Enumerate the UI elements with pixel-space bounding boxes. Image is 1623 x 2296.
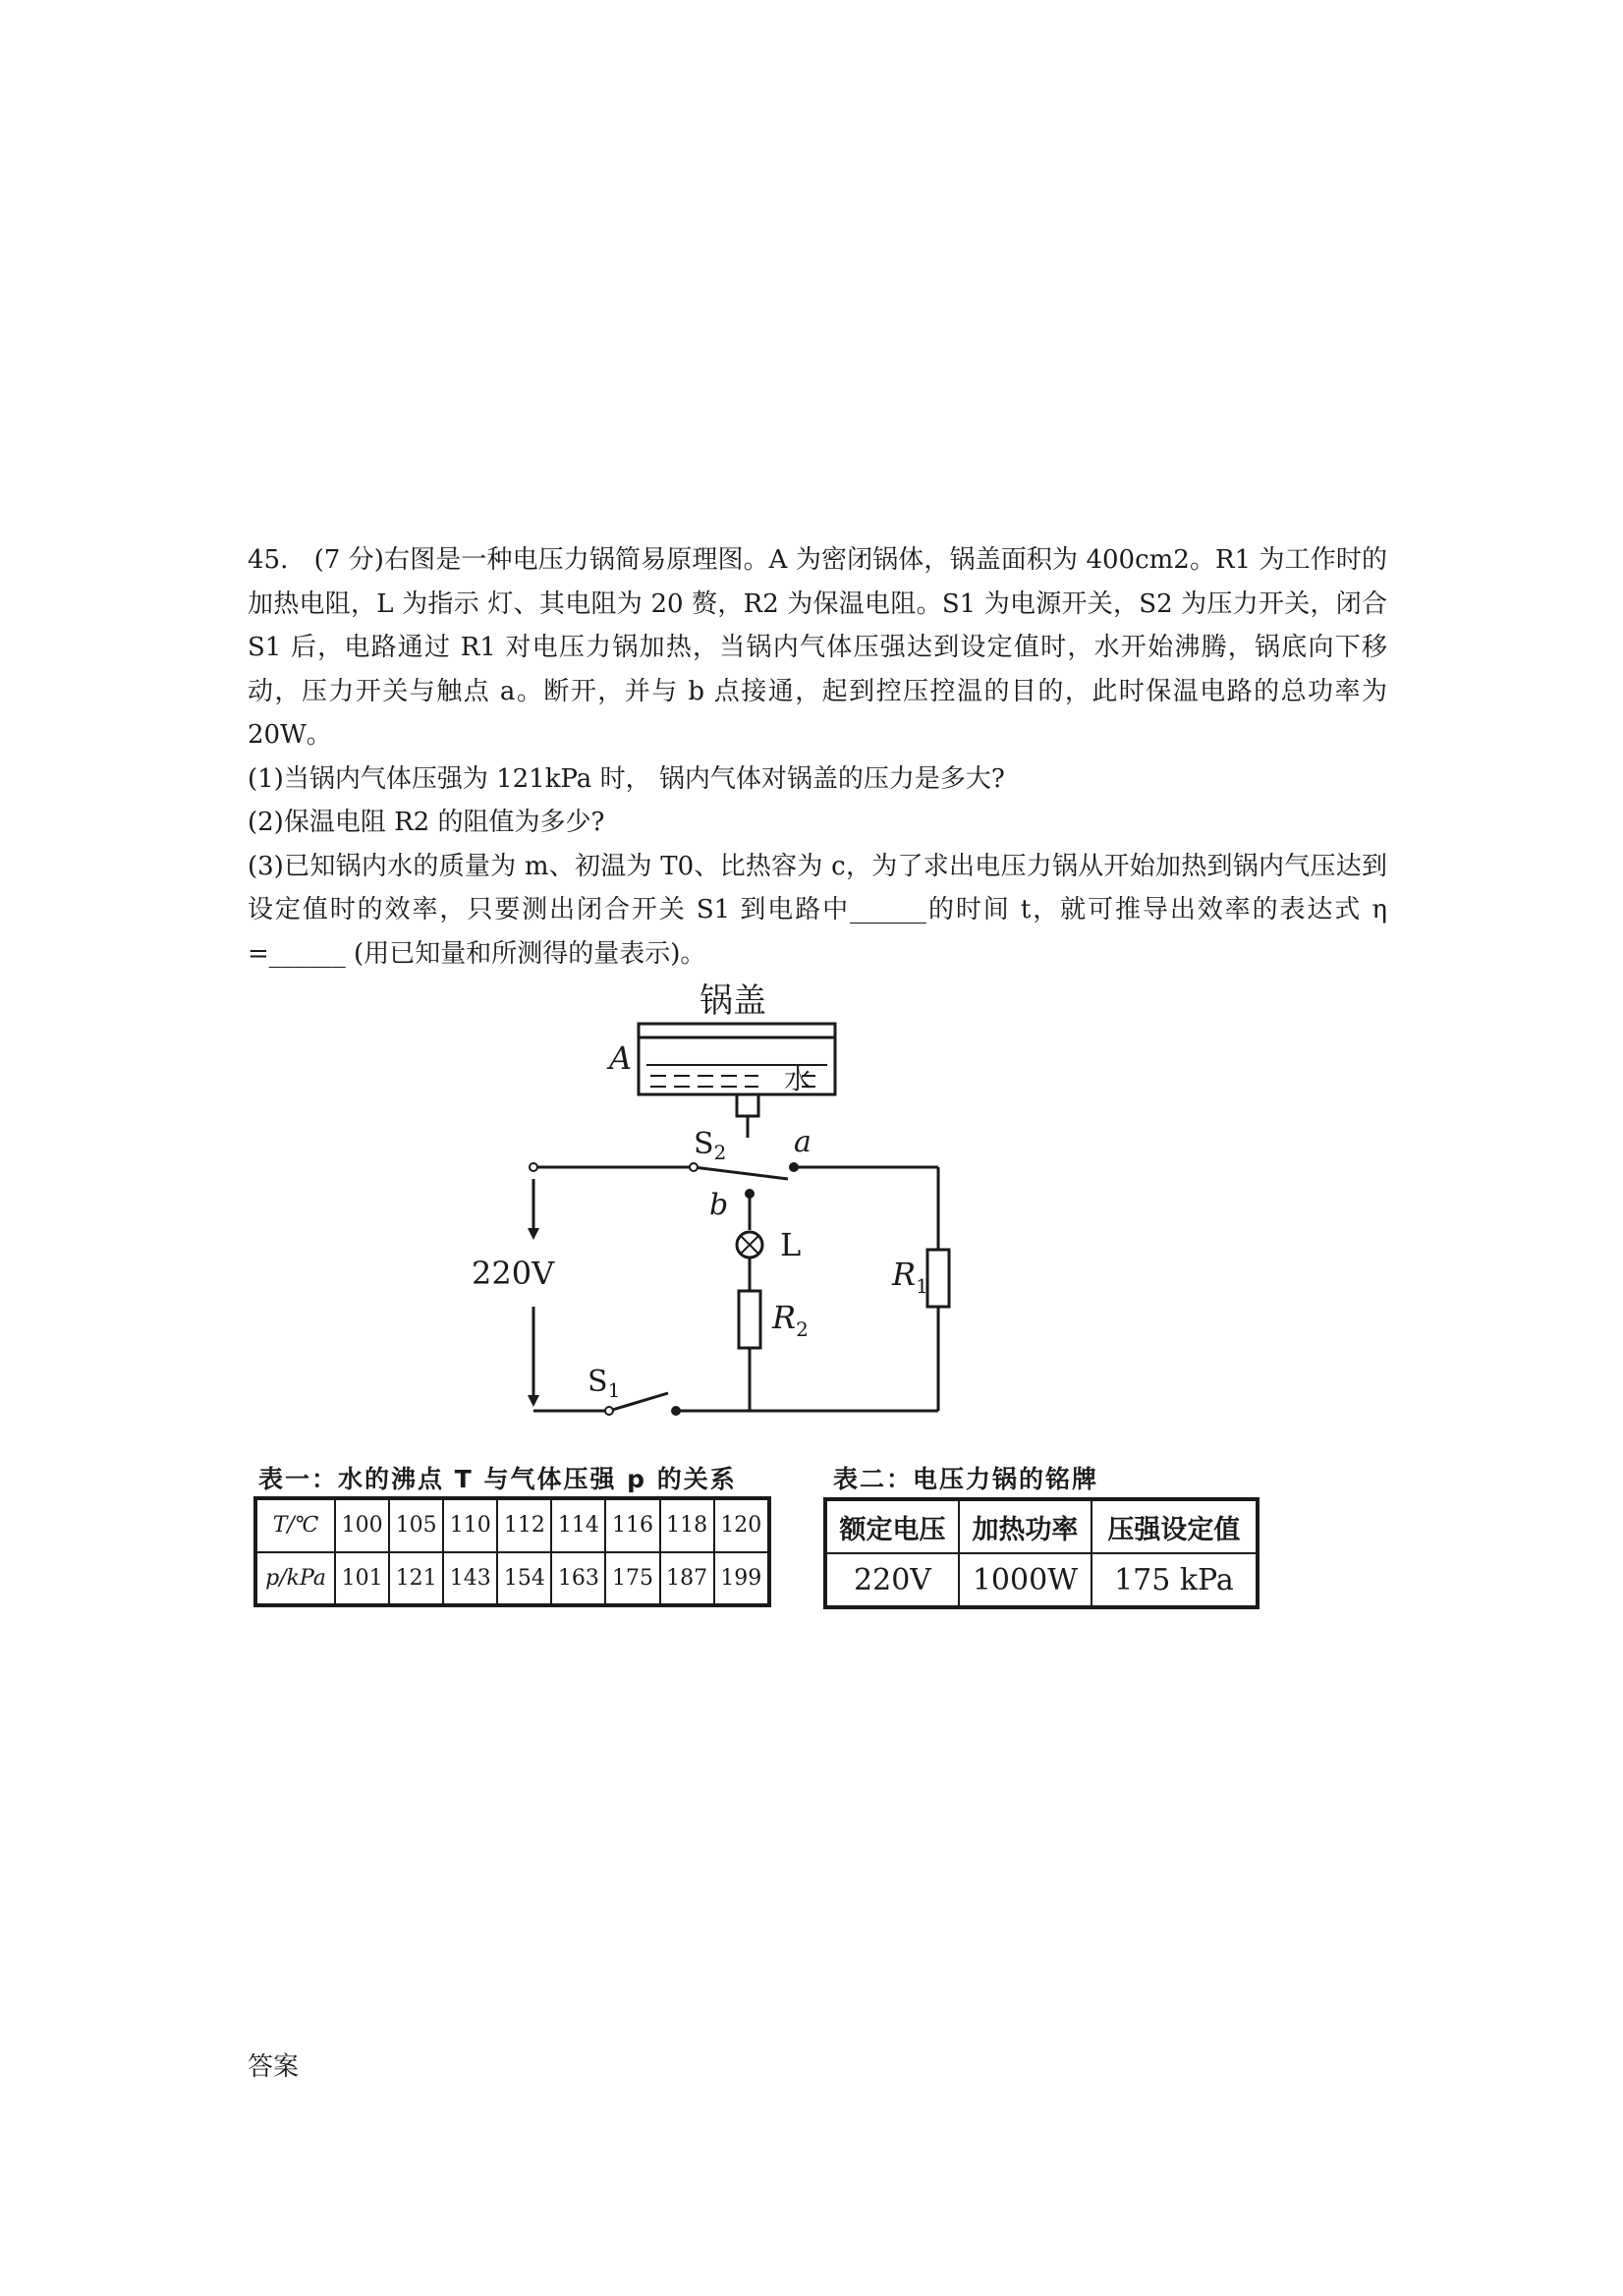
sub-question-1: (1)当锅内气体压强为 121kPa 时， 锅内气体对锅盖的压力是多大? [248, 763, 1005, 794]
terminal-top-left [530, 1163, 537, 1171]
nameplate-table [823, 1497, 1259, 1609]
table-cell: 114 [551, 1498, 605, 1552]
question-block [248, 538, 1387, 976]
table-cell: 187 [660, 1552, 714, 1606]
table-cell: 120 [714, 1498, 769, 1552]
voltage-label: 220V [472, 1255, 555, 1292]
r1-label: $R_1$ [892, 1256, 928, 1298]
table-header-cell: 加热功率 [959, 1499, 1091, 1553]
table-row [825, 1499, 1258, 1553]
table-cell: 110 [443, 1498, 497, 1552]
table-cell: 121 [389, 1552, 443, 1606]
table-header-cell: T/℃ [255, 1498, 335, 1552]
table-row [255, 1552, 769, 1606]
pressure-plunger [737, 1094, 758, 1116]
table1-caption: 表一：水的沸点 T 与气体压强 p 的关系 [258, 1465, 737, 1493]
s2-label: $S_2$ [694, 1127, 727, 1164]
contact-a [789, 1162, 799, 1172]
table-cell: 105 [389, 1498, 443, 1552]
s1-pivot [605, 1407, 613, 1415]
boiling-point-table [253, 1496, 771, 1607]
s1-label: $S_1$ [588, 1365, 621, 1402]
lid-label: 锅盖 [700, 981, 766, 1021]
pot-lid [639, 1024, 835, 1037]
lamp-label: L [780, 1226, 802, 1263]
table-header-cell: p/kPa [255, 1552, 335, 1606]
s1-contact [671, 1406, 681, 1416]
circuit-svg [472, 973, 982, 1434]
water-label: 水 [784, 1063, 812, 1095]
s2-switch-blade [694, 1167, 788, 1179]
table-cell: 143 [443, 1552, 497, 1606]
table-header-cell: 额定电压 [825, 1499, 959, 1553]
sub-question-3: (3)已知锅内水的质量为 m、初温为 T0、比热容为 c，为了求出电压力锅从开始加热到锅内气压达到设定值时的效率，只要测出闭合开关 S1 到电路中______的时间 t，就可推导出效率的表达式 η =______ (用已知量和所测得的量表示)。 [248, 851, 1387, 969]
table-cell: 1000W [959, 1553, 1091, 1607]
table-header-cell: 压强设定值 [1091, 1499, 1258, 1553]
table-cell: 101 [335, 1552, 389, 1606]
circuit-diagram [472, 973, 982, 1434]
table2-caption: 表二：电压力锅的铭牌 [833, 1465, 1099, 1493]
table-cell: 112 [497, 1498, 551, 1552]
pot-label: A [609, 1039, 633, 1077]
table-cell: 175 [605, 1552, 659, 1606]
contact-b [745, 1189, 755, 1199]
a-label: a [794, 1125, 812, 1159]
table-cell: 163 [551, 1552, 605, 1606]
arrow-down-icon [528, 1395, 539, 1407]
table-cell: 100 [335, 1498, 389, 1552]
r2-resistor [739, 1291, 760, 1348]
answer-label: 答案 [248, 2052, 300, 2082]
table-cell: 199 [714, 1552, 769, 1606]
table-cell: 118 [660, 1498, 714, 1552]
table-cell: 116 [605, 1498, 659, 1552]
table-row [825, 1553, 1258, 1607]
question-body: 45. (7 分)右图是一种电压力锅简易原理图。A 为密闭锅体，锅盖面积为 400cm2。R1 为工作时的加热电阻，L 为指示 灯、其电阻为 20 赘，R2 为保温电阻。S1 为电源开关，S2 为压力开关，闭合 S1 后，电路通过 R1 对电压力锅加热，当锅内气体压强达到设定值时，水开始沸腾，锅底向下移动，压力开关与触点 a。断开，并与 b 点接通，起到控压控温的目的，此时保温电路的总功率为 20W。 [248, 545, 1388, 750]
r1-resistor [927, 1250, 949, 1307]
arrow-down-icon [528, 1228, 539, 1240]
r2-label: $R_2$ [772, 1299, 809, 1341]
table-cell: 220V [825, 1553, 959, 1607]
s2-pivot [690, 1163, 698, 1171]
sub-question-2: (2)保温电阻 R2 的阻值为多少? [248, 808, 605, 837]
b-label: b [709, 1188, 729, 1222]
table-row [255, 1498, 769, 1552]
table-cell: 175 kPa [1091, 1553, 1258, 1607]
table-cell: 154 [497, 1552, 551, 1606]
